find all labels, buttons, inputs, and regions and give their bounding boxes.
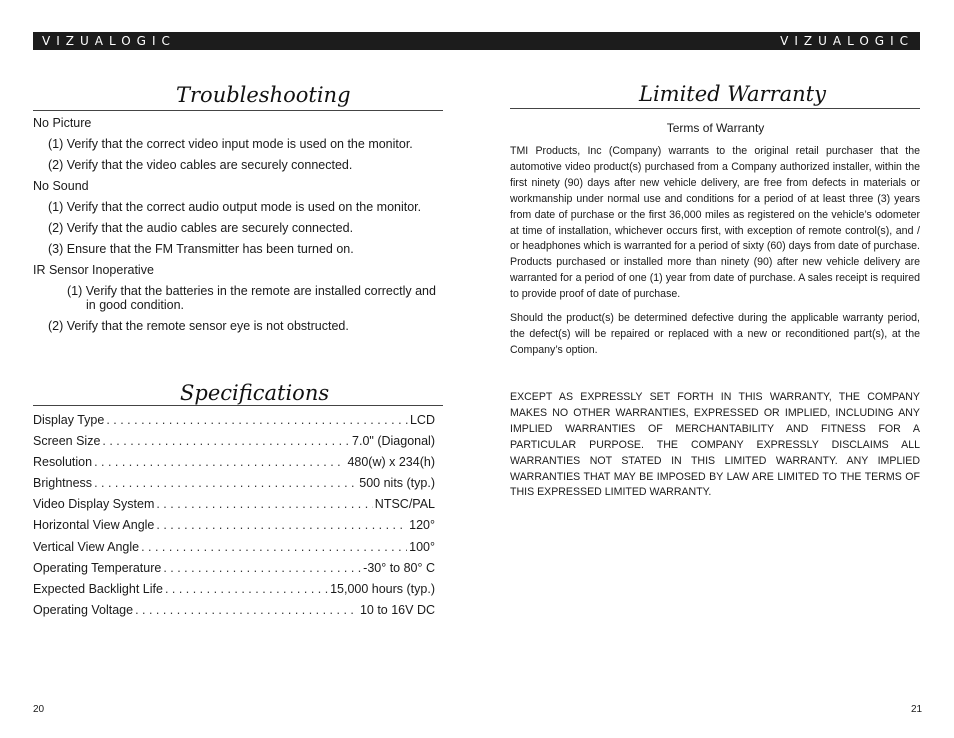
dot-leader <box>163 560 361 576</box>
brand-logo: VIZUALOGIC <box>42 34 176 48</box>
group-heading: IR Sensor Inoperative <box>33 263 154 277</box>
spec-label: Video Display System <box>33 497 155 512</box>
specifications-table <box>33 412 435 623</box>
dot-leader <box>106 412 408 428</box>
spec-value: NTSC/PAL <box>374 497 435 512</box>
page-number: 21 <box>911 704 923 715</box>
dot-leader <box>102 433 350 449</box>
spec-label: Screen Size <box>33 434 101 449</box>
group-heading: No Sound <box>33 179 89 193</box>
page-number: 20 <box>33 704 45 715</box>
spec-row <box>33 539 435 560</box>
list-item: (2) Verify that the audio cables are securely connected. <box>48 221 354 235</box>
dot-leader <box>165 581 328 597</box>
spec-value: 15,000 hours (typ.) <box>330 581 435 596</box>
spec-value: 100° <box>409 539 435 554</box>
list-item: (2) Verify that the remote sensor eye is not obstructed. <box>48 319 349 333</box>
list-item: (2) Verify that the video cables are securely connected. <box>48 158 353 172</box>
spec-row <box>33 412 435 433</box>
right-page <box>477 0 954 738</box>
spec-label: Horizontal View Angle <box>33 518 155 533</box>
spec-row <box>33 517 435 538</box>
dot-leader <box>156 517 407 533</box>
spec-value: LCD <box>409 413 435 427</box>
spec-label: Vertical View Angle <box>33 539 140 554</box>
dot-leader <box>135 602 358 618</box>
spec-row <box>33 496 435 517</box>
title-rule <box>33 110 443 111</box>
spec-value: -30° to 80° C <box>363 560 435 575</box>
group-heading: No Picture <box>33 116 92 130</box>
dot-leader <box>94 454 345 470</box>
spec-row <box>33 602 435 623</box>
dot-leader <box>141 539 407 555</box>
title-rule <box>510 108 920 109</box>
spec-value: 120° <box>409 518 435 533</box>
spec-row <box>33 560 435 581</box>
spec-value: 10 to 16V DC <box>359 602 435 617</box>
specifications-title: Specifications <box>180 381 330 405</box>
troubleshooting-list <box>33 116 443 340</box>
spec-value: 480(w) x 234(h) <box>347 455 435 470</box>
spec-label: Expected Backlight Life <box>33 581 163 596</box>
spec-row <box>33 581 435 602</box>
spec-value: 500 nits (typ.) <box>359 476 435 491</box>
spec-row <box>33 433 435 454</box>
spec-row <box>33 454 435 475</box>
warranty-paragraph: TMI Products, Inc (Company) warrants to the original retail purchaser that the automotive video product(s) purchased from a Company authorized installer, within the first ninety (90) days after new vehicle delivery, are free from defects in materials or workmanship under normal use and conditions for a period of at least three (3) years from date of purchase or the first 36,000 miles as registered on the vehicle’s odometer at time of installation, whichever occurs first, with exception of remote control(s), and / or headphones which is warranted for a period of sixty (60) days from date of purchase. Products purchased or installed more than ninety (90) after new vehicle delivery are warranted for a period of one (1) year from date of purchase. A sales receipt is required to provide proof of date of purchase. <box>510 145 920 301</box>
spec-label: Operating Temperature <box>33 560 162 575</box>
troubleshooting-title: Troubleshooting <box>176 83 351 107</box>
spec-label: Display Type <box>33 413 105 427</box>
title-rule <box>33 405 443 406</box>
list-item: (3) Ensure that the FM Transmitter has been turned on. <box>48 242 354 256</box>
list-item: (1) Verify that the correct audio output mode is used on the monitor. <box>48 200 422 214</box>
brand-logo: VIZUALOGIC <box>780 34 914 48</box>
spec-label: Brightness <box>33 476 93 491</box>
spec-row <box>33 475 435 496</box>
dot-leader <box>156 496 372 512</box>
spec-label: Operating Voltage <box>33 602 134 617</box>
warranty-paragraph: Should the product(s) be determined defective during the applicable warranty period, the defect(s) will be repaired or replaced with a new or reconditioned part(s), at the Company’s option. <box>510 312 920 356</box>
dot-leader <box>94 475 357 491</box>
warranty-title: Limited Warranty <box>639 82 826 106</box>
list-item: (1) Verify that the correct video input mode is used on the monitor. <box>48 137 413 151</box>
spec-label: Resolution <box>33 455 93 470</box>
disclaimer-paragraph: EXCEPT AS EXPRESSLY SET FORTH IN THIS WARRANTY, THE COMPANY MAKES NO OTHER WARRANTIES, EXPRESSED OR IMPLIED, INCLUDING ANY IMPLIED WARRANTIES OF MERCHANTABILITY AND FITNESS FOR A PARTICULAR PURPOSE. THE COMPANY EXPRESSLY DISCLAIMS ALL WARRANTIES NOT STATED IN THIS LIMITED WARRANTY. ANY IMPLIED WARRANTIES THAT MAY BE IMPOSED BY LAW ARE LIMITED TO THE TERMS OF THIS EXPRESSED LIMITED WARRANTY. <box>510 391 920 499</box>
spec-value: 7.0" (Diagonal) <box>352 434 435 449</box>
terms-subtitle: Terms of Warranty <box>666 121 765 135</box>
list-item: (1) Verify that the batteries in the remote are installed correctly and in good condition. <box>67 284 436 312</box>
header-bar <box>33 32 477 50</box>
header-bar <box>477 32 920 50</box>
